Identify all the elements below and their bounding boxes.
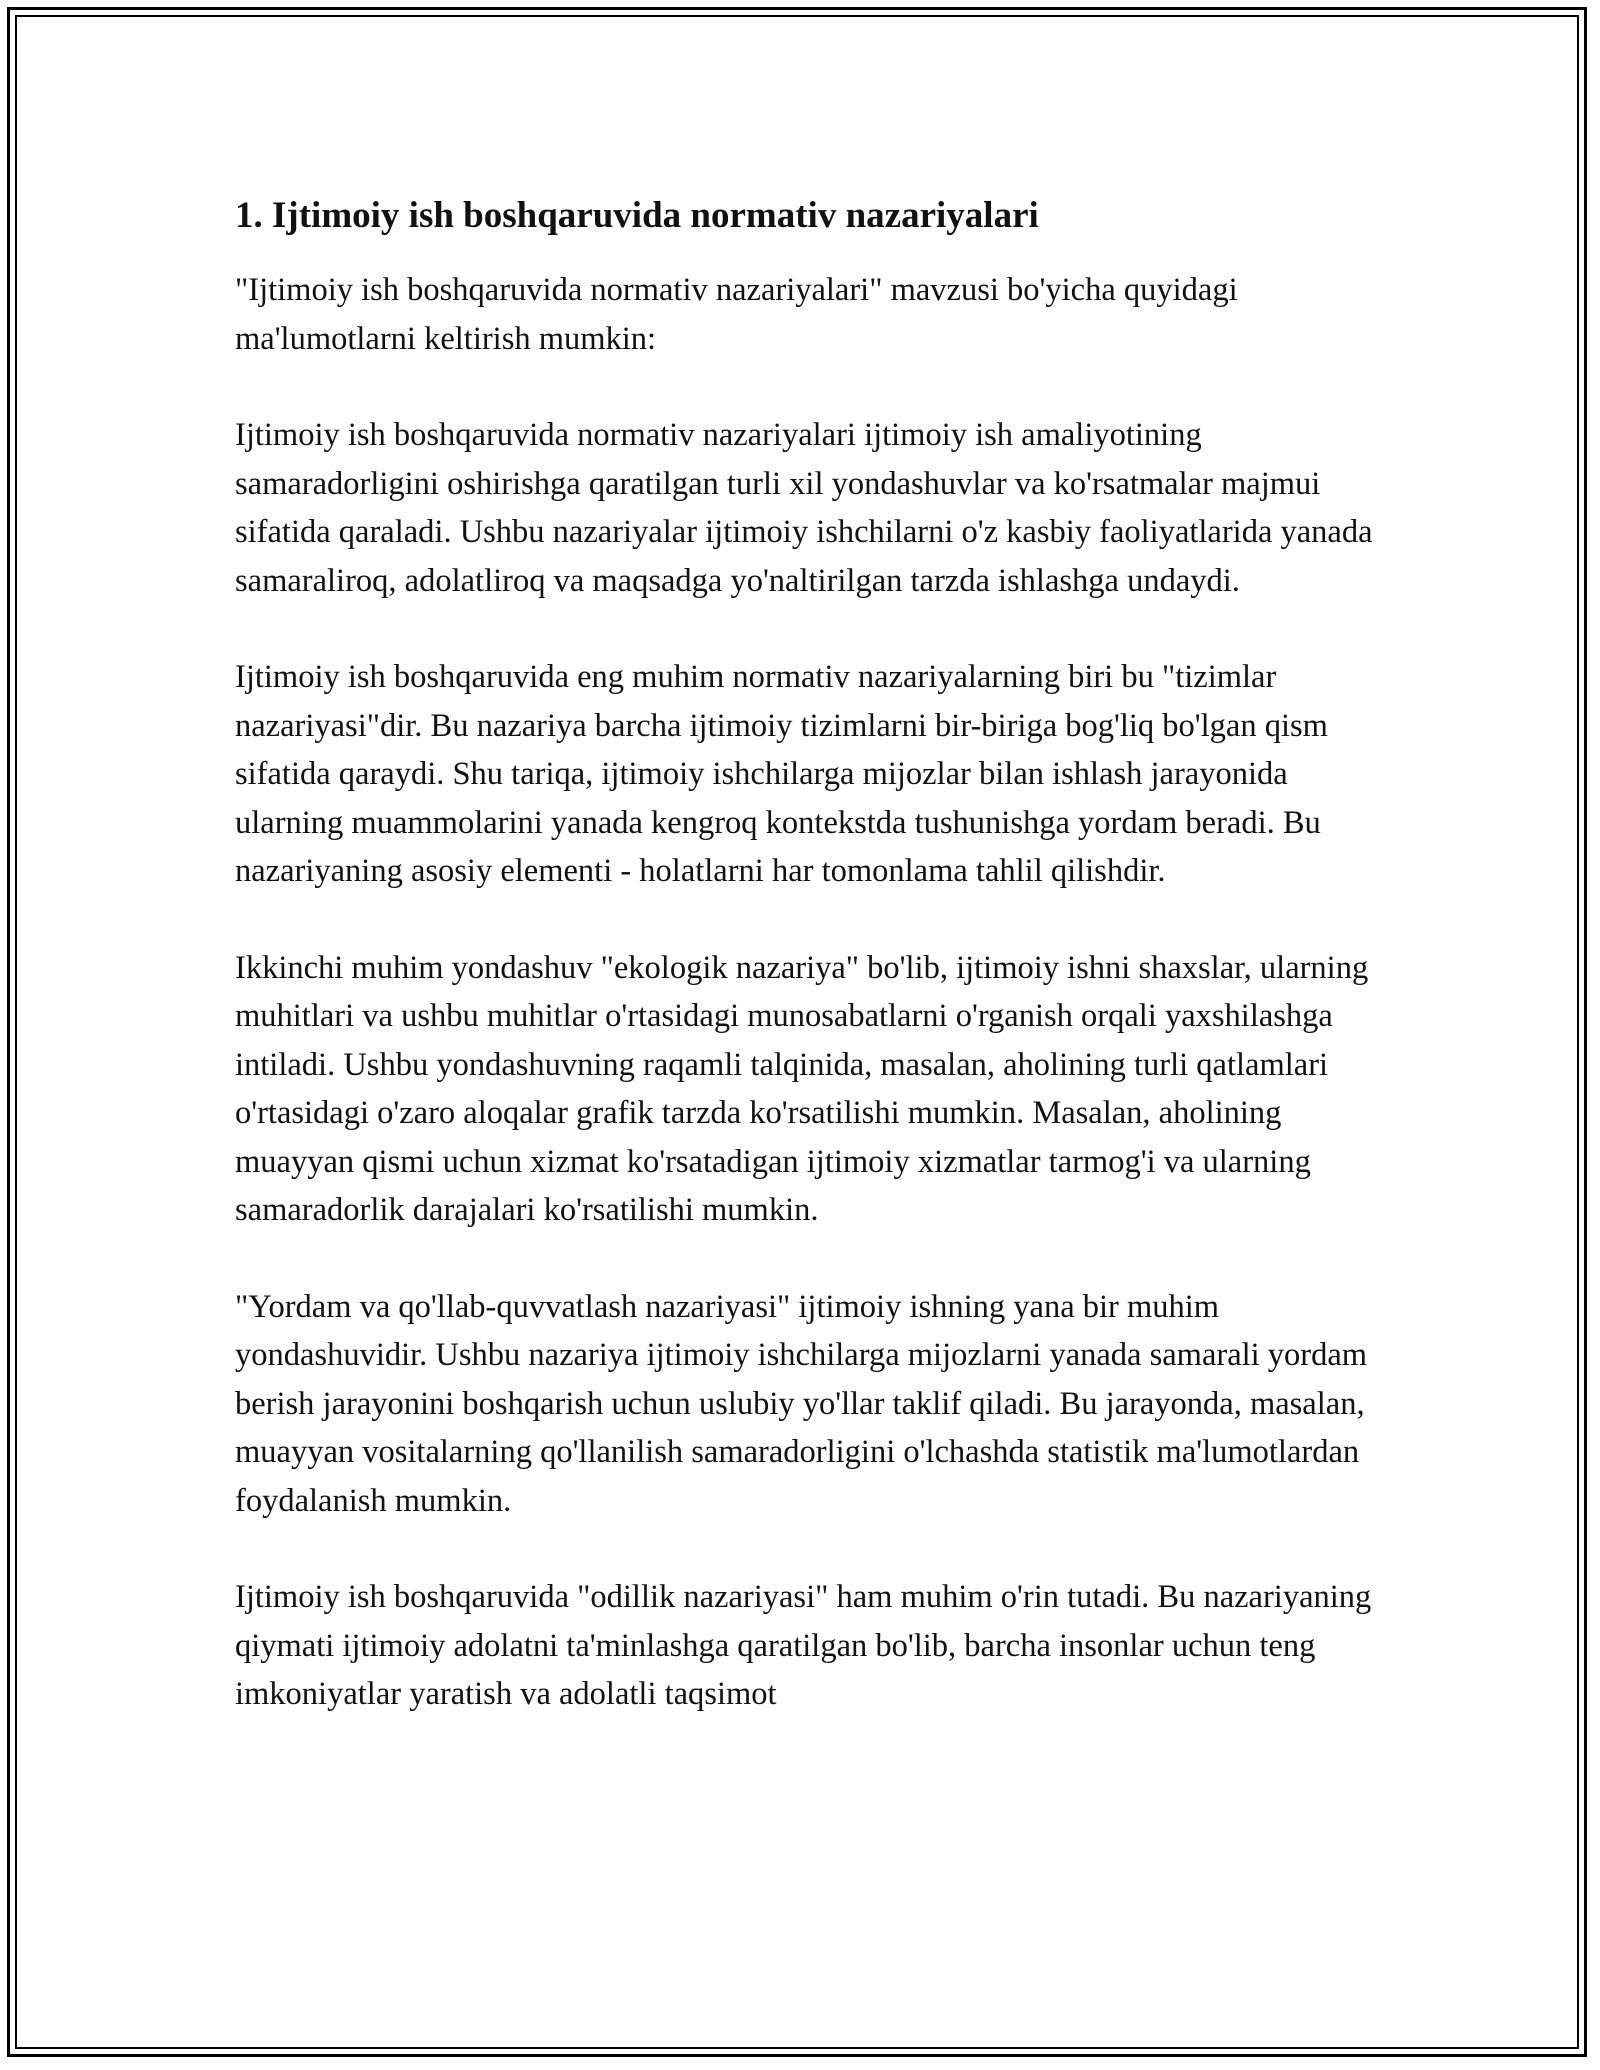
paragraph-systems-theory: Ijtimoiy ish boshqaruvida eng muhim normativ nazariyalarning biri bu "tizimlar nazariyasi"dir. Bu nazariya barcha ijtimoiy tizimlarni bir-biriga bog'liq bo'lgan qism sifatida qaraydi. Shu tariqa, ijtimoiy ishchilarga mijozlar bilan ishlash jarayonida ularning muammolarini yanada kengroq kontekstda tushunishga yordam beradi. Bu nazariyaning asosiy elementi - holatlarni har tomonlama tahlil qilishdir. — [235, 659, 1328, 889]
paragraph-ecological-theory: Ikkinchi muhim yondashuv "ekologik nazariya" bo'lib, ijtimoiy ishni shaxslar, ularning muhitlari va ushbu muhitlar o'rtasidagi munosabatlarni o'rganish orqali yaxshilashga intiladi. Ushbu yondashuvning raqamli talqinida, masalan, aholining turli qatlamlari o'rtasidagi o'zaro aloqalar grafik tarzda ko'rsatilishi mumkin. Masalan, aholining muayyan qismi uchun xizmat ko'rsatadigan ijtimoiy xizmatlar tarmog'i va ularning samaradorlik darajalari ko'rsatilishi mumkin. — [235, 949, 1369, 1228]
paragraph-justice-theory: Ijtimoiy ish boshqaruvida "odillik nazariyasi" ham muhim o'rin tutadi. Bu nazariyaning qiymati ijtimoiy adolatni ta'minlashga qaratilgan bo'lib, barcha insonlar uchun teng imkoniyatlar yaratish va adolatli taqsimot — [235, 1579, 1372, 1712]
paragraph-support-theory: "Yordam va qo'llab-quvvatlash nazariyasi" ijtimoiy ishning yana bir muhim yondashuvidir. Ushbu nazariya ijtimoiy ishchilarga mijozlarni yanada samarali yordam berish jarayonini boshqarish uchun uslubiy yo'llar taklif qiladi. Bu jarayonda, masalan, muayyan vositalarning qo'llanilish samaradorligini o'lchashda statistik ma'lumotlardan foydalanish mumkin. — [235, 1288, 1368, 1519]
section-heading: 1. Ijtimoiy ish boshqaruvida normativ nazariyalari — [235, 195, 1039, 236]
paragraph-intro: "Ijtimoiy ish boshqaruvida normativ nazariyalari" mavzusi bo'yicha quyidagi ma'lumotlarni keltirish mumkin: — [235, 272, 1238, 357]
paragraph-normative-theories: Ijtimoiy ish boshqaruvida normativ nazariyalari ijtimoiy ish amaliyotining samaradorligini oshirishga qaratilgan turli xil yondashuvlar va ko'rsatmalar majmui sifatida qaraladi. Ushbu nazariyalar ijtimoiy ishchilarni o'z kasbiy faoliyatlarida yanada samaraliroq, adolatliroq va maqsadga yo'naltirilgan tarzda ishlashga undaydi. — [235, 417, 1373, 599]
document-body — [235, 188, 1385, 1767]
